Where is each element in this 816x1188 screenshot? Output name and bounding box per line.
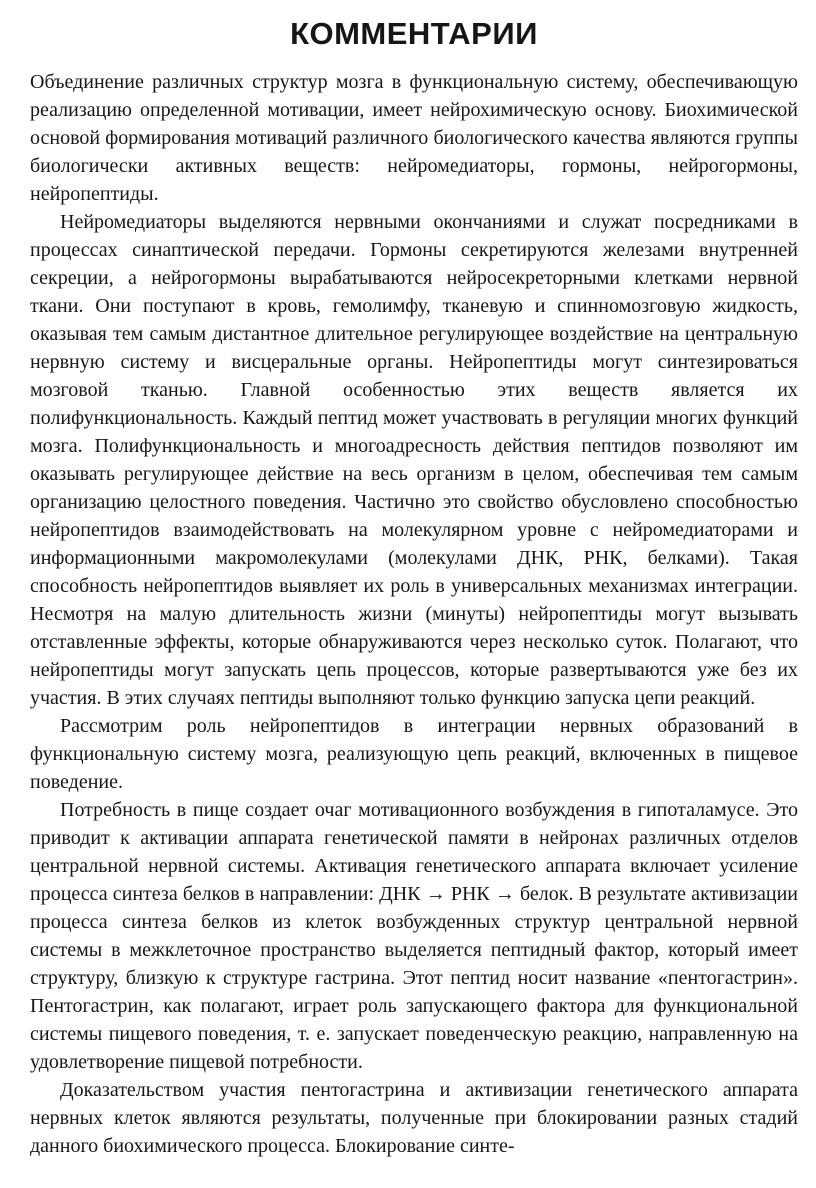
paragraph-5: Доказательством участия пентогастрина и активизации генетического аппарата нервных клеток являются результаты, полученные при блокировании разных стадий данного биохимического процесса. Блокирование синте-	[30, 1079, 798, 1157]
paragraph-3: Рассмотрим роль нейропептидов в интеграции нервных образований в функциональную систему мозга, реализующую цепь реакций, включенных в пищевое поведение.	[30, 715, 798, 793]
paragraph-4: Потребность в пище создает очаг мотивационного возбуждения в гипоталамусе. Это приводит к активации аппарата генетической памяти в нейронах различных отделов центральной нервной системы. Активация генетического аппарата включает усиление процесса синтеза белков в направлении: ДНК → РНК → белок. В результате активизации процесса синтеза белков из клеток возбужденных структур центральной нервной системы в межклеточное пространство выделяется пептидный фактор, который имеет структуру, близкую к структуре гастрина. Этот пептид носит название «пентогастрин». Пентогастрин, как полагают, играет роль запускающего фактора для функциональной системы пищевого поведения, т. е. запускает поведенческую реакцию, направленную на удовлетворение пищевой потребности.	[30, 799, 798, 1073]
paragraph-2: Нейромедиаторы выделяются нервными окончаниями и служат посредниками в процессах синаптической передачи. Гормоны секретируются железами внутренней секреции, а нейрогормоны вырабатываются нейросекреторными клетками нервной ткани. Они поступают в кровь, гемолимфу, тканевую и спинномозговую жидкость, оказывая тем самым дистантное длительное регулирующее воздействие на центральную нервную систему и висцеральные органы. Нейропептиды могут синтезироваться мозговой тканью. Главной особенностью этих веществ является их полифункциональность. Каждый пептид может участвовать в регуляции многих функций мозга. Полифункциональность и многоадресность действия пептидов позволяют им оказывать регулирующее действие на весь организм в целом, обеспечивая тем самым организацию целостного поведения. Частично это свойство обусловлено способностью нейропептидов взаимодействовать на молекулярном уровне с нейромедиаторами и информационными макромолекулами (молекулами ДНК, РНК, белками). Такая способность нейропептидов выявляет их роль в универсальных механизмах интеграции. Несмотря на малую длительность жизни (минуты) нейропептиды могут вызывать отставленные эффекты, которые обнаруживаются через несколько суток. Полагают, что нейропептиды могут запускать цепь процессов, которые развертываются уже без их участия. В этих случаях пептиды выполняют только функцию запуска цепи реакций.	[30, 211, 798, 709]
page-title: КОММЕНТАРИИ	[290, 16, 538, 51]
paragraph-1: Объединение различных структур мозга в функциональную систему, обеспечивающую реализацию определенной мотивации, имеет нейрохимическую основу. Биохимической основой формирования мотиваций различного биологического качества являются группы биологически активных веществ: нейромедиаторы, гормоны, нейрогормоны, нейропептиды.	[30, 71, 798, 205]
